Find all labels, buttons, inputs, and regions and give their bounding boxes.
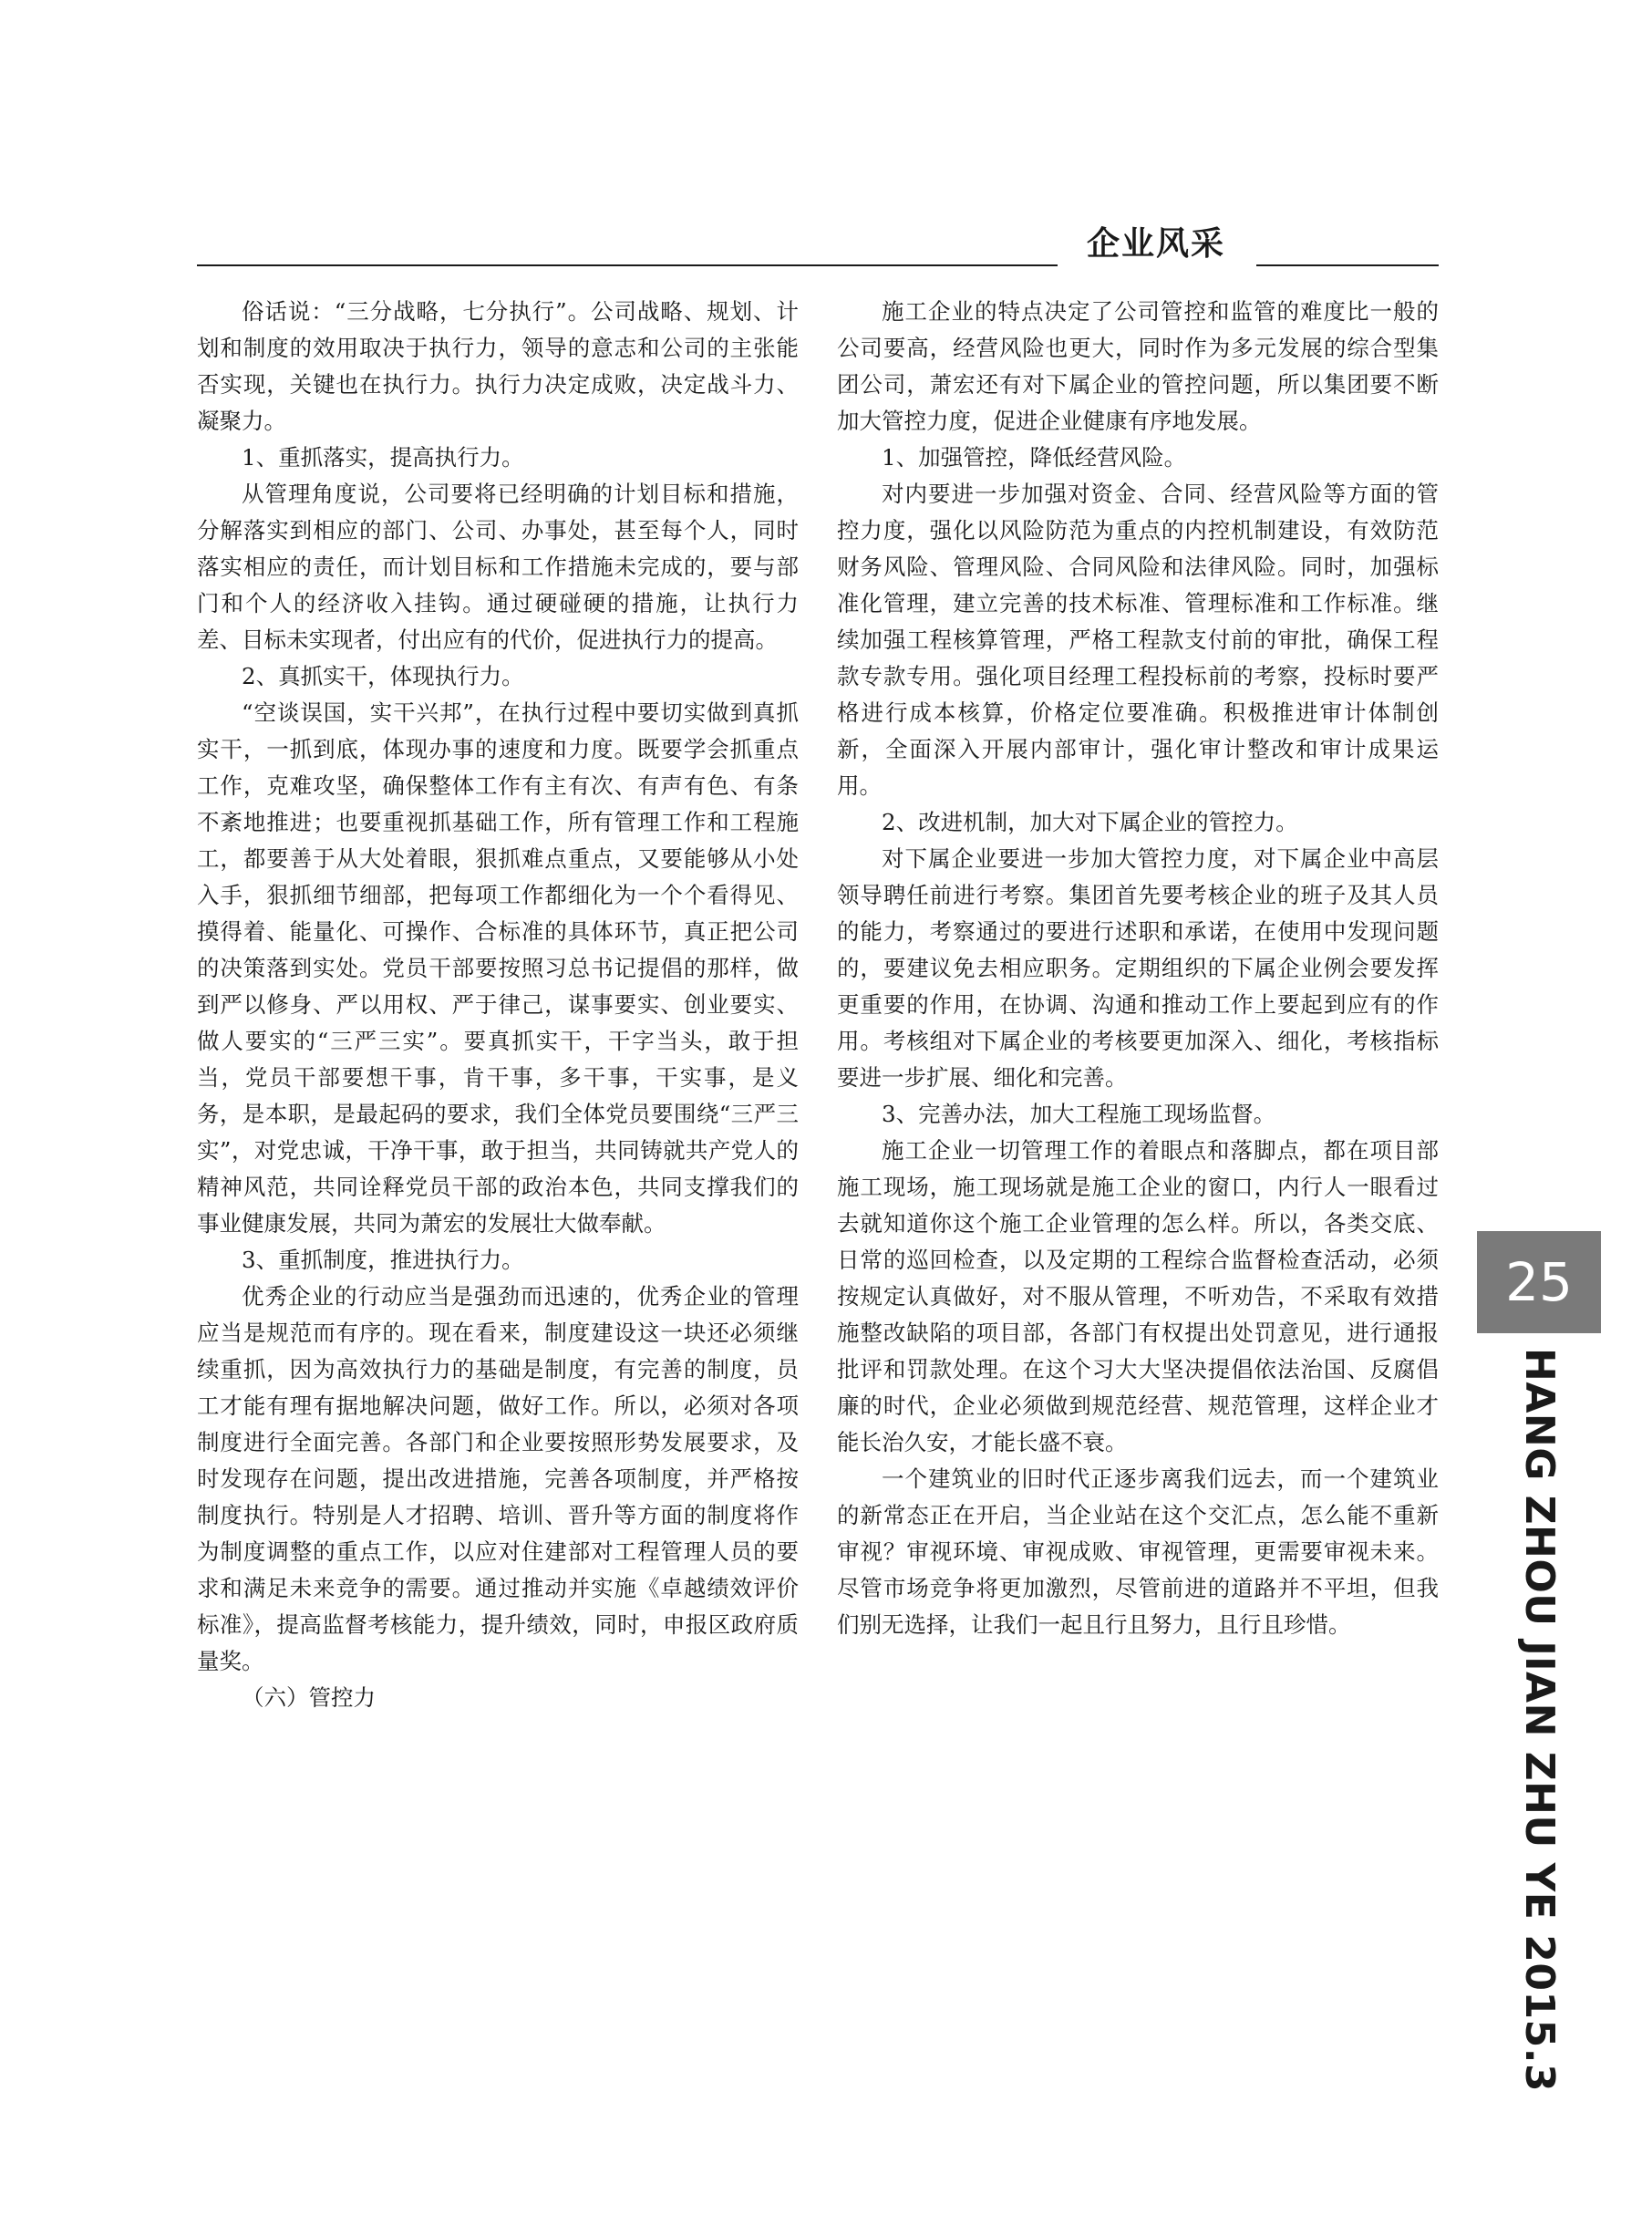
- paragraph: 俗话说：“三分战略，七分执行”。公司战略、规划、计划和制度的效用取决于执行力，领导的意志和公司的主张能否实现，关键也在执行力。执行力决定成败，决定战斗力、凝聚力。: [197, 298, 799, 434]
- right-column: [837, 294, 1439, 1643]
- header-rule-left: [197, 264, 1058, 266]
- paragraph: 对内要进一步加强对资金、合同、经营风险等方面的管控力度，强化以风险防范为重点的内控机制建设，有效防范财务风险、管理风险、合同风险和法律风险。同时，加强标准化管理，建立完善的技术标准、管理标准和工作标准。继续加强工程核算管理，严格工程款支付前的审批，确保工程款专款专用。强化项目经理工程投标前的考察，投标时要严格进行成本核算，价格定位要准确。积极推进审计体制创新，全面深入开展内部审计，强化审计整改和审计成果运用。: [837, 481, 1439, 799]
- paragraph: “空谈误国，实干兴邦”，在执行过程中要切实做到真抓实干，一抓到底，体现办事的速度和力度。既要学会抓重点工作，克难攻坚，确保整体工作有主有次、有声有色、有条不紊地推进；也要重视抓基础工作，所有管理工作和工程施工，都要善于从大处着眼，狠抓难点重点，又要能够从小处入手，狠抓细节细部，把每项工作都细化为一个个看得见、摸得着、能量化、可操作、合标准的具体环节，真正把公司的决策落到实处。党员干部要按照习总书记提倡的那样，做到严以修身、严以用权、严于律己，谋事要实、创业要实、做人要实的“三严三实”。要真抓实干，干字当头，敢于担当，党员干部要想干事，肯干事，多干事，干实事，是义务，是本职，是最起码的要求，我们全体党员要围绕“三严三实”，对党忠诚，干净干事，敢于担当，共同铸就共产党人的精神风范，共同诠释党员干部的政治本色，共同支撑我们的事业健康发展，共同为萧宏的发展壮大做奉献。: [197, 699, 799, 1237]
- subheading: 2、改进机制，加大对下属企业的管控力。: [882, 809, 1298, 835]
- subheading: 1、加强管控，降低经营风险。: [882, 444, 1187, 471]
- left-column: [197, 294, 799, 1716]
- section-title: 企业风采: [1086, 225, 1225, 263]
- subheading: 3、完善办法，加大工程施工现场监督。: [882, 1101, 1276, 1127]
- paragraph: 施工企业一切管理工作的着眼点和落脚点，都在项目部施工现场，施工现场就是施工企业的窗口，内行人一眼看过去就知道你这个施工企业管理的怎么样。所以，各类交底、日常的巡回检查，以及定期的工程综合监督检查活动，必须按规定认真做好，对不服从管理，不听劝告，不采取有效措施整改缺陷的项目部，各部门有权提出处罚意见，进行通报批评和罚款处理。在这个习大大坚决提倡依法治国、反腐倡廉的时代，企业必须做到规范经营、规范管理，这样企业才能长治久安，才能长盛不衰。: [837, 1137, 1439, 1455]
- subheading: 2、真抓实干，体现执行力。: [242, 663, 524, 689]
- paragraph: 施工企业的特点决定了公司管控和监管的难度比一般的公司要高，经营风险也更大，同时作为多元发展的综合型集团公司，萧宏还有对下属企业的管控问题，所以集团要不断加大管控力度，促进企业健康有序地发展。: [837, 298, 1439, 434]
- subheading: 1、重抓落实，提高执行力。: [242, 444, 524, 471]
- paragraph: 对下属企业要进一步加大管控力度，对下属企业中高层领导聘任前进行考察。集团首先要考核企业的班子及其人员的能力，考察通过的要进行述职和承诺，在使用中发现问题的，要建议免去相应职务。定期组织的下属企业例会要发挥更重要的作用，在协调、沟通和推动工作上要起到应有的作用。考核组对下属企业的考核要更加深入、细化，考核指标要进一步扩展、细化和完善。: [837, 845, 1439, 1091]
- section-heading: （六）管控力: [242, 1684, 376, 1711]
- subheading: 3、重抓制度，推进执行力。: [242, 1247, 524, 1273]
- paragraph: 优秀企业的行动应当是强劲而迅速的，优秀企业的管理应当是规范而有序的。现在看来，制度建设这一块还必须继续重抓，因为高效执行力的基础是制度，有完善的制度，员工才能有理有据地解决问题，做好工作。所以，必须对各项制度进行全面完善。各部门和企业要按照形势发展要求，及时发现存在问题，提出改进措施，完善各项制度，并严格按制度执行。特别是人才招聘、培训、晋升等方面的制度将作为制度调整的重点工作，以应对住建部对工程管理人员的要求和满足未来竞争的需要。通过推动并实施《卓越绩效评价标准》，提高监督考核能力，提升绩效，同时，申报区政府质量奖。: [197, 1283, 799, 1674]
- header-rule-right: [1256, 264, 1439, 266]
- paragraph: 一个建筑业的旧时代正逐步离我们远去，而一个建筑业的新常态正在开启，当企业站在这个交汇点，怎么能不重新审视？审视环境、审视成败、审视管理，更需要审视未来。尽管市场竞争将更加激烈，尽管前进的道路并不平坦，但我们别无选择，让我们一起且行且努力，且行且珍惜。: [837, 1465, 1439, 1638]
- paragraph: 从管理角度说，公司要将已经明确的计划目标和措施，分解落实到相应的部门、公司、办事处，甚至每个人，同时落实相应的责任，而计划目标和工作措施未完成的，要与部门和个人的经济收入挂钩。通过硬碰硬的措施，让执行力差、目标未实现者，付出应有的代价，促进执行力的提高。: [197, 481, 799, 653]
- journal-vertical-footer: HANG ZHOU JIAN ZHU YE 2015.3: [1516, 1348, 1563, 2093]
- page-number-tab: 25: [1477, 1231, 1601, 1333]
